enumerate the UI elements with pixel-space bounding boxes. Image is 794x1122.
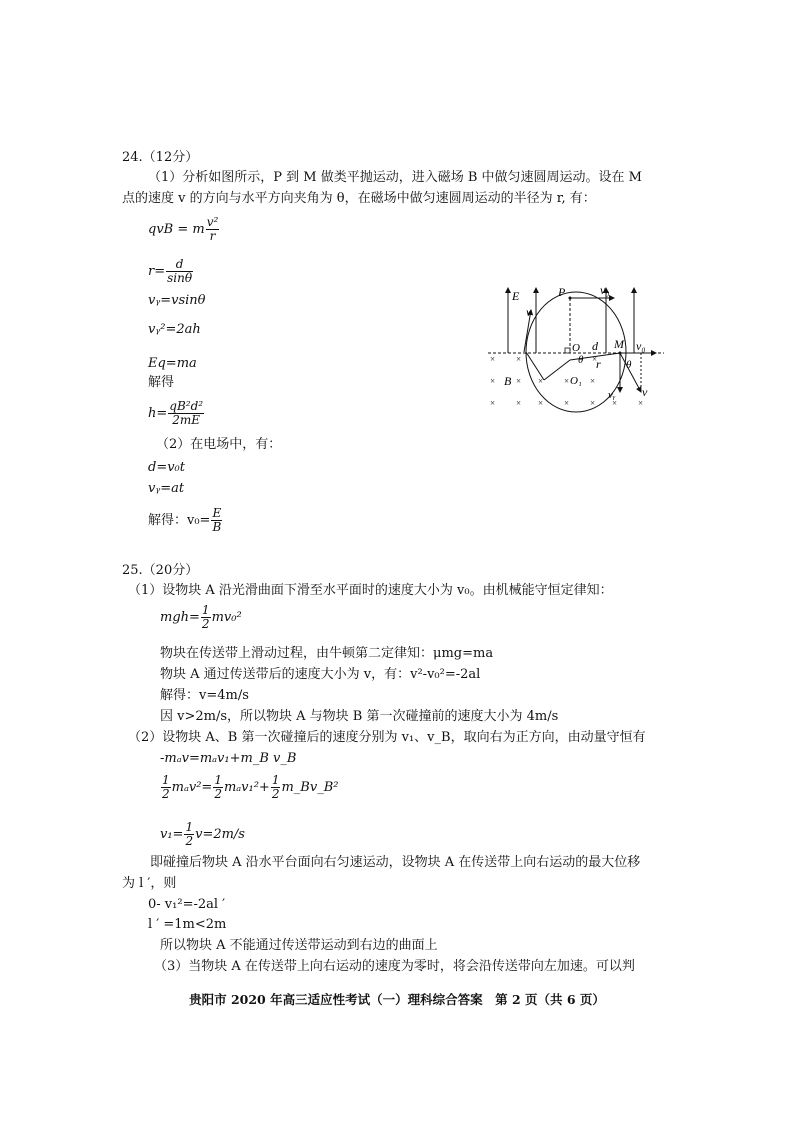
q25-line3: 解得：v=4m/s <box>160 688 249 703</box>
q24-eq8: vᵧ=at <box>148 481 185 496</box>
svg-text:×: × <box>516 376 522 386</box>
q25-eq1: mgh= $\frac{1}{2}$ mv₀² <box>160 603 242 631</box>
q25-step3: （3）当物块 A 在传送带上向右运动的速度为零时，将会沿传送带向左加速。可以判 <box>154 959 635 974</box>
label-v0-right: v₀ <box>636 339 646 353</box>
q24-part1-line1: （1）分析如图所示，P 到 M 做类平抛运动，进入磁场 B 中做匀速圆周运动。设在 M <box>148 170 642 185</box>
label-v: v <box>526 305 532 319</box>
label-v-bottom: v <box>642 385 648 399</box>
svg-text:×: × <box>516 398 522 408</box>
label-O1: O₁ <box>570 375 582 387</box>
svg-text:×: × <box>516 354 522 364</box>
svg-text:×: × <box>490 398 496 408</box>
q24-eq6: h= $\frac{\text{qB²d²}}{2mE}$ <box>148 399 204 427</box>
q25-line7: 所以物块 A 不能通过传送带运动到右边的曲面上 <box>160 938 438 953</box>
q24-eq5: Eq=ma <box>148 356 197 371</box>
label-E: E <box>512 289 520 303</box>
q24-header: 24.（12分） <box>122 150 199 165</box>
q24-eq9: 解得：v₀= $\frac{E}{B}$ <box>148 506 222 534</box>
q24-solve-label: 解得 <box>148 375 175 390</box>
label-B: B <box>504 374 512 388</box>
svg-text:×: × <box>490 354 496 364</box>
q24-eq3: vᵧ=vsinθ <box>148 293 206 308</box>
q24-part2-intro: （2）在电场中，有： <box>156 437 282 452</box>
label-P: P <box>558 285 566 299</box>
svg-text:×: × <box>490 376 496 386</box>
q25-eq5: 0- v₁²=-2al ′ <box>148 897 226 912</box>
q25-line2: 物块 A 通过传送带后的速度大小为 v，有：v²-v₀²=-2al <box>160 667 481 682</box>
q25-eq3: $\frac{1}{2}$ mₐv²= $\frac{1}{2}$ mₐv₁²+ $\frac{1}{2}$ m_Bv_B² <box>162 773 339 801</box>
q25-step1: （1）设物块 A 沿光滑曲面下滑至水平面时的速度大小为 v₀。由机械能守恒定律知： <box>128 583 613 598</box>
q24-eq4: vᵧ²=2ah <box>148 322 201 337</box>
q25-line6: 为 l ′，则 <box>122 876 177 891</box>
svg-text:×: × <box>638 398 644 408</box>
q25-step2: （2）设物块 A、B 第一次碰撞后的速度分别为 v₁、v_B，取向右为正方向，由动量守恒有 <box>128 730 646 745</box>
label-theta-1: θ <box>578 354 584 366</box>
page-footer: 贵阳市 2020 年高三适应性考试（一）理科综合答案 第 2 页（共 6 页） <box>189 992 605 1007</box>
q25-eq2: -mₐv=mₐv₁+m_B v_B <box>160 751 297 766</box>
label-vy: vᵧ <box>608 389 616 401</box>
right-angle-mark <box>565 348 570 353</box>
svg-text:×: × <box>612 398 618 408</box>
q25-line5: 即碰撞后物块 A 沿水平台面向右匀速运动，设物块 A 在传送带上向右运动的最大位移 <box>150 855 641 870</box>
svg-text:×: × <box>564 376 570 386</box>
label-O: O <box>572 342 580 354</box>
q24-eq1: qvB = m $\frac{\text{v²}}{r}$ <box>148 215 219 243</box>
svg-text:×: × <box>590 376 596 386</box>
label-v0-top: v₀ <box>600 283 610 297</box>
physics-diagram <box>486 280 666 420</box>
label-d: d <box>592 339 598 353</box>
q25-eq6: l ′ =1m<2m <box>148 917 227 932</box>
label-M: M <box>614 337 624 351</box>
q25-line4: 因 v>2m/s，所以物块 A 与物块 B 第一次碰撞前的速度大小为 4m/s <box>160 709 559 724</box>
q25-header: 25.（20分） <box>122 563 199 578</box>
q24-eq7: d=v₀t <box>148 460 185 475</box>
q24-eq2: r= $\frac{d}{\sin\theta}$ <box>148 257 193 285</box>
svg-text:×: × <box>538 398 544 408</box>
svg-text:×: × <box>564 398 570 408</box>
q24-part1-line2: 点的速度 v 的方向与水平方向夹角为 θ，在磁场中做匀速圆周运动的半径为 r, 有： <box>122 191 596 206</box>
label-r: r <box>596 357 601 371</box>
svg-text:×: × <box>590 398 596 408</box>
q25-eq4: v₁= $\frac{1}{2}$ v=2m/s <box>160 820 245 848</box>
label-theta-2: θ <box>626 359 632 371</box>
svg-text:×: × <box>592 354 598 364</box>
svg-text:×: × <box>538 376 544 386</box>
q25-line1: 物块在传送带上滑动过程，由牛顿第二定律知：μmg=ma <box>160 646 494 661</box>
